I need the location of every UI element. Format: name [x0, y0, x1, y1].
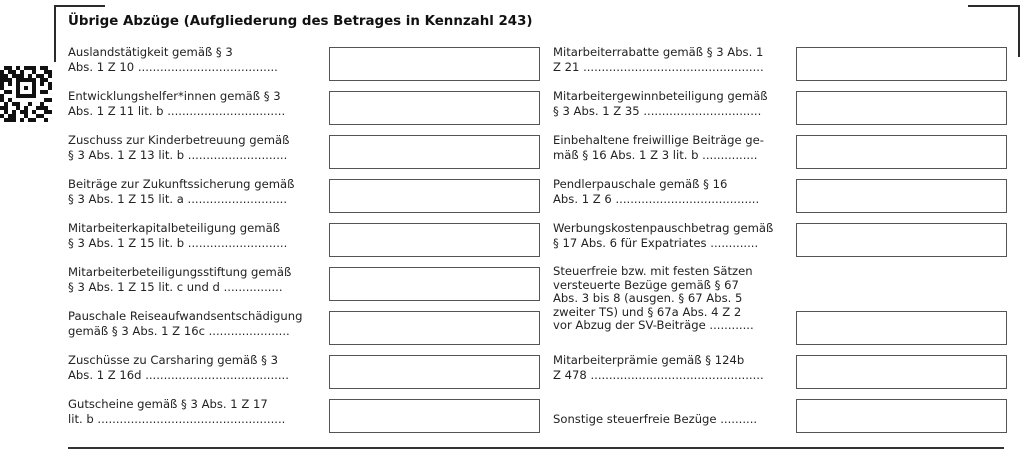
label-kinderbetreuung: Zuschuss zur Kinderbetreuung gemäß § 3 Abs. 1 Z 13 lit. b ........................... [68, 133, 290, 162]
corner-mark-top-right-horizontal [968, 5, 1020, 7]
field-werbungskosten[interactable] [796, 223, 1007, 257]
label-freiwillige-beitraege: Einbehaltene freiwillige Beiträge ge- mäß § 16 Abs. 1 Z 3 lit. b ............... [553, 133, 764, 162]
label-auslandstaetigkeit: Auslandstätigkeit gemäß § 3 Abs. 1 Z 10 ...................................... [68, 45, 278, 74]
corner-mark-top-right-vertical [1018, 5, 1020, 57]
corner-mark-top-left-vertical [54, 5, 56, 62]
label-mitarbeiterrabatte: Mitarbeiterrabatte gemäß § 3 Abs. 1 Z 21 ................................................. [553, 45, 764, 74]
label-beteiligungsstiftung: Mitarbeiterbeteiligungsstiftung gemäß § 3 Abs. 1 Z 15 lit. c und d ................ [68, 265, 292, 294]
field-steuerfreie-bezuege-67[interactable] [796, 311, 1007, 345]
field-freiwillige-beitraege[interactable] [796, 135, 1007, 169]
label-gutscheine: Gutscheine gemäß § 3 Abs. 1 Z 17 lit. b ................................................... [68, 397, 286, 426]
label-mitarbeiterpraemie: Mitarbeiterprämie gemäß § 124b Z 478 ............................................... [553, 353, 764, 382]
field-gewinnbeteiligung[interactable] [796, 91, 1007, 125]
label-steuerfreie-bezuege-67: Steuerfreie bzw. mit festen Sätzen versteuerte Bezüge gemäß § 67 Abs. 3 bis 8 (ausgen. § 67 Abs. 5 zweiter TS) und § 67a Abs. 4 Z 2 vor Abzug der SV-Beiträge ............ [553, 265, 754, 332]
label-kapitalbeteiligung: Mitarbeiterkapitalbeteiligung gemäß § 3 Abs. 1 Z 15 lit. b ........................... [68, 221, 288, 250]
datamatrix-barcode-icon [0, 66, 52, 122]
corner-mark-top-left-horizontal [54, 5, 105, 7]
label-reiseaufwand: Pauschale Reiseaufwandsentschädigung gemäß § 3 Abs. 1 Z 16c ...................... [68, 309, 303, 338]
label-werbungskosten: Werbungskostenpauschbetrag gemäß § 17 Abs. 6 für Expatriates ............. [553, 221, 774, 250]
field-kapitalbeteiligung[interactable] [329, 223, 540, 257]
section-bottom-rule [68, 447, 1004, 449]
label-gewinnbeteiligung: Mitarbeitergewinnbeteiligung gemäß § 3 Abs. 1 Z 35 ................................ [553, 89, 768, 118]
field-reiseaufwand[interactable] [329, 311, 540, 345]
section-title: Übrige Abzüge (Aufgliederung des Betrages in Kennzahl 243) [68, 14, 533, 29]
field-kinderbetreuung[interactable] [329, 135, 540, 169]
field-sonstige-steuerfreie-bezuege[interactable] [796, 399, 1007, 433]
field-beteiligungsstiftung[interactable] [329, 267, 540, 301]
field-entwicklungshelfer[interactable] [329, 91, 540, 125]
field-mitarbeiterpraemie[interactable] [796, 355, 1007, 389]
field-carsharing[interactable] [329, 355, 540, 389]
field-zukunftssicherung[interactable] [329, 179, 540, 213]
label-carsharing: Zuschüsse zu Carsharing gemäß § 3 Abs. 1 Z 16d ....................................... [68, 353, 289, 382]
label-sonstige-steuerfreie-bezuege: Sonstige steuerfreie Bezüge .......... [553, 411, 758, 426]
field-auslandstaetigkeit[interactable] [329, 47, 540, 81]
label-zukunftssicherung: Beiträge zur Zukunftssicherung gemäß § 3 Abs. 1 Z 15 lit. a ........................... [68, 177, 295, 206]
label-entwicklungshelfer: Entwicklungshelfer*innen gemäß § 3 Abs. 1 Z 11 lit. b ................................ [68, 89, 286, 118]
field-pendlerpauschale[interactable] [796, 179, 1007, 213]
label-pendlerpauschale: Pendlerpauschale gemäß § 16 Abs. 1 Z 6 ....................................... [553, 177, 760, 206]
field-mitarbeiterrabatte[interactable] [796, 47, 1007, 81]
field-gutscheine[interactable] [329, 399, 540, 433]
